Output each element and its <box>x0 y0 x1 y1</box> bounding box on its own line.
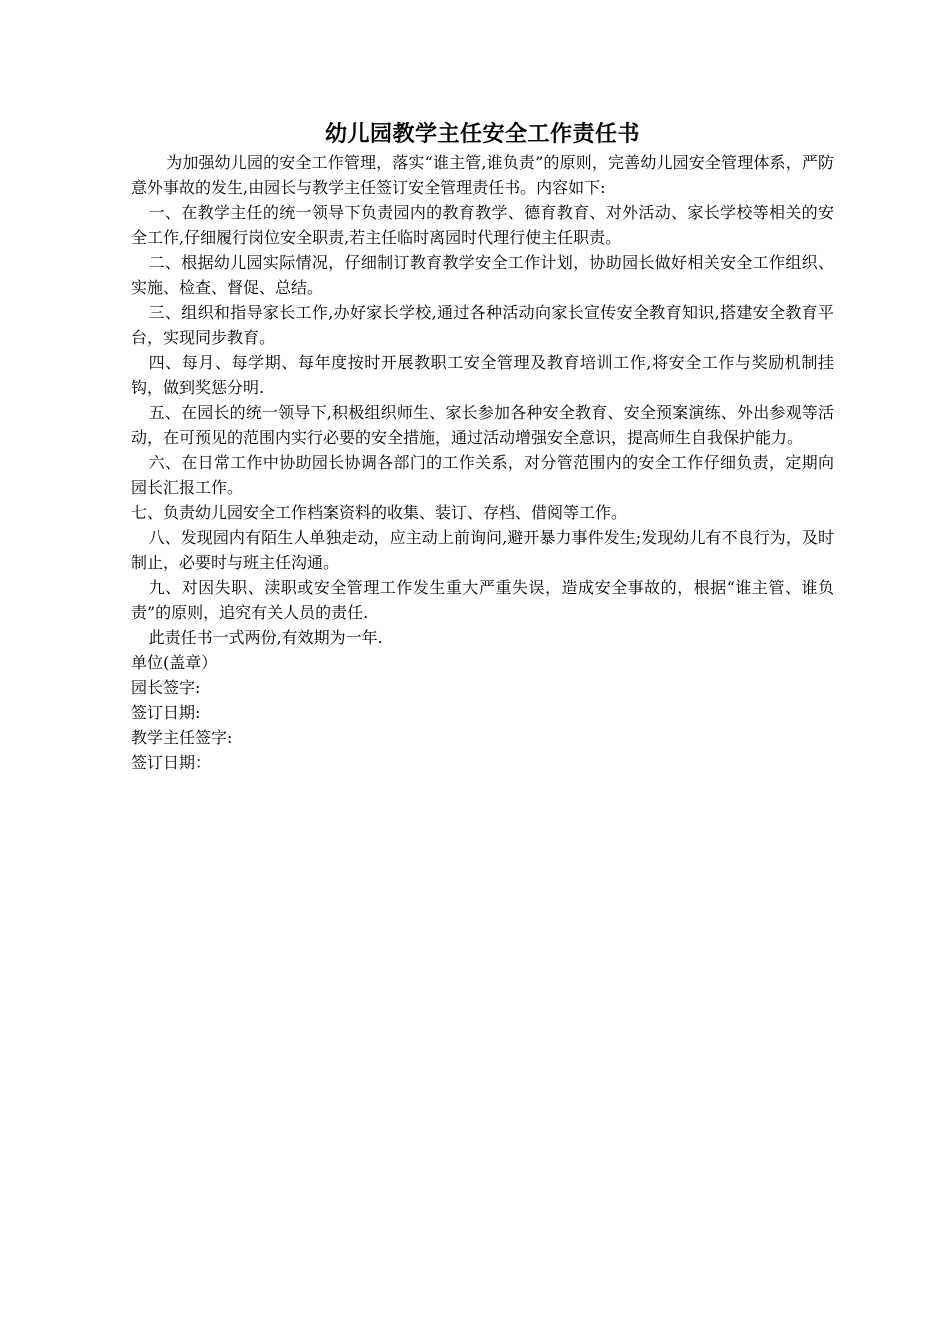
clause-1: 一、在教学主任的统一领导下负责园内的教育教学、德育教育、对外活动、家长学校等相关的安全工作,仔细履行岗位安全职责,若主任临时离园时代理行使主任职责。 <box>131 203 834 247</box>
document-page <box>131 118 834 775</box>
principal-signature-line: 园长签字: <box>131 678 201 697</box>
clause-8: 八、发现园内有陌生人单独走动，应主动上前询问,避开暴力事件发生;发现幼儿有不良行为，及时制止，必要时与班主任沟通。 <box>131 528 834 572</box>
unit-seal-line: 单位(盖章） <box>131 653 218 672</box>
validity-statement: 此责任书一式两份,有效期为一年. <box>148 628 383 647</box>
sign-date-line-2: 签订日期： <box>131 753 212 772</box>
clause-6: 六、在日常工作中协助园长协调各部门的工作关系，对分管范围内的安全工作仔细负责，定期向园长汇报工作。 <box>131 453 834 497</box>
clause-9: 九、对因失职、渎职或安全管理工作发生重大严重失误，造成安全事故的，根据“谁主管、谁负责”的原则，追究有关人员的责任. <box>131 578 834 622</box>
clause-2: 二、根据幼儿园实际情况，仔细制订教育教学安全工作计划，协助园长做好相关安全工作组织、实施、检查、督促、总结。 <box>131 253 834 297</box>
director-signature-line: 教学主任签字: <box>131 728 233 747</box>
clause-3: 三、组织和指导家长工作,办好家长学校,通过各种活动向家长宣传安全教育知识,搭建安全教育平台，实现同步教育。 <box>131 303 834 347</box>
clause-5: 五、在园长的统一领导下,积极组织师生、家长参加各种安全教育、安全预案演练、外出参观等活动，在可预见的范围内实行必要的安全措施，通过活动增强安全意识，提高师生自我保护能力。 <box>131 403 834 447</box>
clause-7: 七、负责幼儿园安全工作档案资料的收集、装订、存档、借阅等工作。 <box>131 503 628 522</box>
document-title: 幼儿园教学主任安全工作责任书 <box>324 122 640 147</box>
signature-block <box>131 650 834 775</box>
clause-4: 四、每月、每学期、每年度按时开展教职工安全管理及教育培训工作,将安全工作与奖励机制挂钩，做到奖惩分明. <box>131 353 834 397</box>
intro-paragraph: 为加强幼儿园的安全工作管理，落实“谁主管,谁负责”的原则，完善幼儿园安全管理体系，严防意外事故的发生,由园长与教学主任签订安全管理责任书。内容如下: <box>131 153 834 197</box>
sign-date-line-1: 签订日期: <box>131 703 201 722</box>
